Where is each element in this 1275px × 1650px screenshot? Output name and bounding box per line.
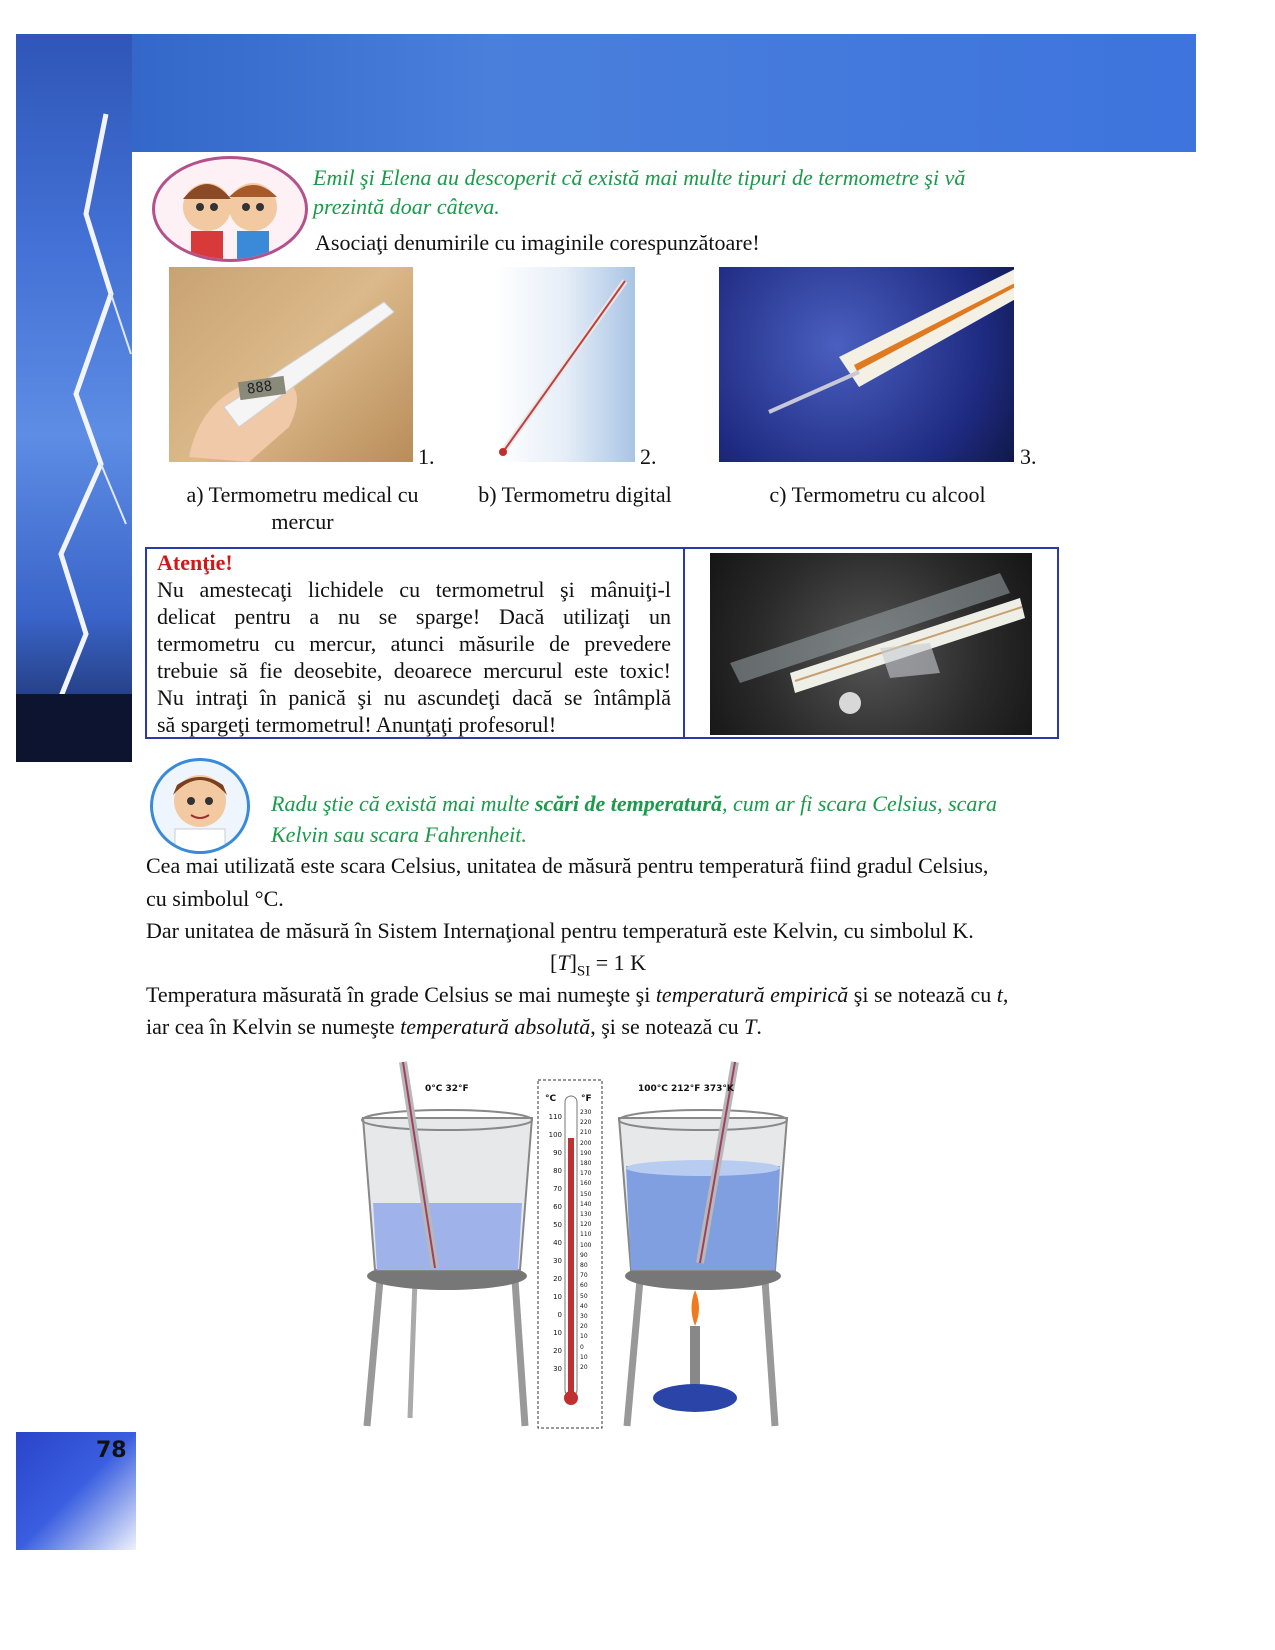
attention-divider [683, 549, 685, 737]
fahrenheit-tick: 130 [580, 1211, 592, 1219]
broken-thermometer-photo [710, 553, 1032, 735]
fahrenheit-tick: 230 [580, 1109, 592, 1116]
celsius-tick: 110 [548, 1113, 562, 1121]
fahrenheit-tick: 0 [580, 1343, 584, 1351]
celsius-tick: 40 [553, 1239, 562, 1247]
body-text: şi se notează cu [848, 982, 997, 1007]
body-symbol: t [996, 982, 1003, 1007]
formula-subscript: SI [576, 963, 591, 980]
alcohol-thermometer-photo [495, 267, 635, 462]
fahrenheit-tick: 160 [580, 1180, 592, 1188]
fahrenheit-tick: 100 [580, 1241, 592, 1249]
fahrenheit-tick: 150 [580, 1190, 592, 1198]
radu-text: , cum ar fi scara Celsius, scara [721, 791, 997, 816]
fahrenheit-tick: 190 [580, 1149, 592, 1157]
body-p3 [146, 978, 1008, 1011]
celsius-tick: 90 [553, 1149, 562, 1157]
intro-line-1: Emil şi Elena au descoperit că există mai multe tipuri de termometre şi vă [313, 165, 966, 190]
intro-line-2: prezintă doar câteva. [313, 194, 500, 219]
right-beaker-label: 100°C 212°F 373°K [638, 1084, 734, 1094]
caption-b: b) Termometru digital [478, 482, 672, 507]
formula-symbol: T [557, 950, 570, 975]
digital-thermometer-photo [169, 267, 413, 462]
fahrenheit-tick: 140 [580, 1200, 592, 1208]
attention-line: delicat pentru a nu se sparge! Dacă utilizaţi un [157, 604, 671, 629]
formula: $[T]_{SI} = 1$ K [550, 950, 647, 980]
body-text: Temperatura măsurată în grade Celsius se mai numeşte şi [146, 982, 656, 1007]
instruction: Asociaţi denumirile cu imaginile corespunzătoare! [315, 230, 760, 255]
celsius-tick: 20 [553, 1275, 562, 1283]
radu-line-2: Kelvin sau scara Fahrenheit. [271, 822, 527, 847]
left-beaker-label: 0°C 32°F [425, 1084, 469, 1094]
caption-a-line-1: a) Termometru medical cu [186, 482, 419, 507]
fahrenheit-header: °F [581, 1094, 592, 1104]
fahrenheit-tick: 220 [580, 1119, 592, 1127]
fahrenheit-tick: 60 [580, 1282, 588, 1290]
celsius-header: °C [545, 1094, 557, 1104]
radu-text: Radu ştie că există mai multe [271, 791, 535, 816]
beakers-illustration [355, 1058, 795, 1430]
attention-line: să spargeţi termometrul! Anunţaţi profesorul! [157, 712, 557, 737]
attention-line: termometru cu mercur, atunci măsurile de prevedere [157, 631, 671, 656]
celsius-tick: 100 [548, 1131, 562, 1139]
celsius-scale [540, 1108, 562, 1378]
body-p4 [146, 1010, 762, 1043]
fahrenheit-tick: 170 [580, 1170, 592, 1178]
mercury-thermometer-photo [719, 267, 1014, 462]
body-text: . [756, 1014, 762, 1039]
fahrenheit-tick: 200 [580, 1139, 592, 1147]
fahrenheit-tick: 120 [580, 1221, 592, 1229]
fahrenheit-tick: 70 [580, 1272, 588, 1280]
fahrenheit-tick: 10 [580, 1353, 588, 1361]
photo-number-3: 3. [1020, 444, 1037, 469]
radu-bold-term: scări de temperatură [534, 791, 722, 816]
fahrenheit-tick: 110 [580, 1231, 592, 1239]
body-p2: Dar unitatea de măsură în Sistem Internaţional pentru temperatură este Kelvin, cu simbolul K. [146, 918, 974, 943]
body-p1-line-2: cu simbolul °C. [146, 886, 284, 911]
fahrenheit-tick: 40 [580, 1302, 588, 1310]
celsius-tick: 20 [553, 1347, 562, 1355]
fahrenheit-tick: 30 [580, 1313, 588, 1321]
fahrenheit-scale [580, 1108, 600, 1373]
formula-value: = 1 K [590, 950, 647, 975]
photo-number-1: 1. [418, 444, 435, 469]
celsius-tick: 30 [553, 1257, 562, 1265]
temperature-diagram [355, 1058, 795, 1430]
attention-text [157, 576, 671, 738]
fahrenheit-tick: 10 [580, 1333, 588, 1341]
photo-number-2: 2. [640, 444, 657, 469]
celsius-tick: 50 [553, 1221, 562, 1229]
caption-a-line-2: mercur [271, 509, 334, 534]
kids-avatar [152, 156, 308, 262]
attention-line: Nu amestecaţi lichidele cu termometrul şi mânuiţi-l [157, 577, 671, 602]
celsius-tick: 30 [553, 1365, 562, 1373]
fahrenheit-tick: 90 [580, 1251, 588, 1259]
page-number: 78 [96, 1438, 127, 1463]
body-term: temperatură absolută [400, 1014, 591, 1039]
attention-title: Atenţie! [157, 550, 233, 575]
body-text: , [1002, 982, 1009, 1007]
header-banner [16, 34, 1196, 152]
fahrenheit-tick: 20 [580, 1364, 588, 1372]
fahrenheit-tick: 20 [580, 1323, 588, 1331]
digital-display: 888 [246, 378, 274, 398]
radu-avatar [150, 758, 250, 854]
attention-line: Nu intraţi în panică şi nu ascundeţi dacă se întâmplă [157, 685, 671, 710]
celsius-tick: 70 [553, 1185, 562, 1193]
body-text: iar cea în Kelvin se numeşte [146, 1014, 401, 1039]
fahrenheit-tick: 50 [580, 1292, 588, 1300]
radu-line-1 [271, 787, 997, 820]
fahrenheit-tick: 210 [580, 1129, 592, 1137]
body-term: temperatură empirică [655, 982, 849, 1007]
celsius-tick: 80 [553, 1167, 562, 1175]
body-symbol: T [744, 1014, 757, 1039]
fahrenheit-tick: 80 [580, 1262, 588, 1270]
body-p1-line-1: Cea mai utilizată este scara Celsius, unitatea de măsură pentru temperatură fiind gradul Celsius, [146, 853, 989, 878]
attention-line: trebuie să fie deosebite, deoarece mercurul este toxic! [157, 658, 671, 683]
lightning-sidebar [16, 34, 132, 762]
caption-c: c) Termometru cu alcool [769, 482, 986, 507]
celsius-tick: 10 [553, 1293, 562, 1301]
body-text: , şi se notează cu [590, 1014, 745, 1039]
celsius-tick: 60 [553, 1203, 562, 1211]
celsius-tick: 0 [557, 1311, 562, 1319]
celsius-tick: 10 [553, 1329, 562, 1337]
fahrenheit-tick: 180 [580, 1160, 592, 1168]
